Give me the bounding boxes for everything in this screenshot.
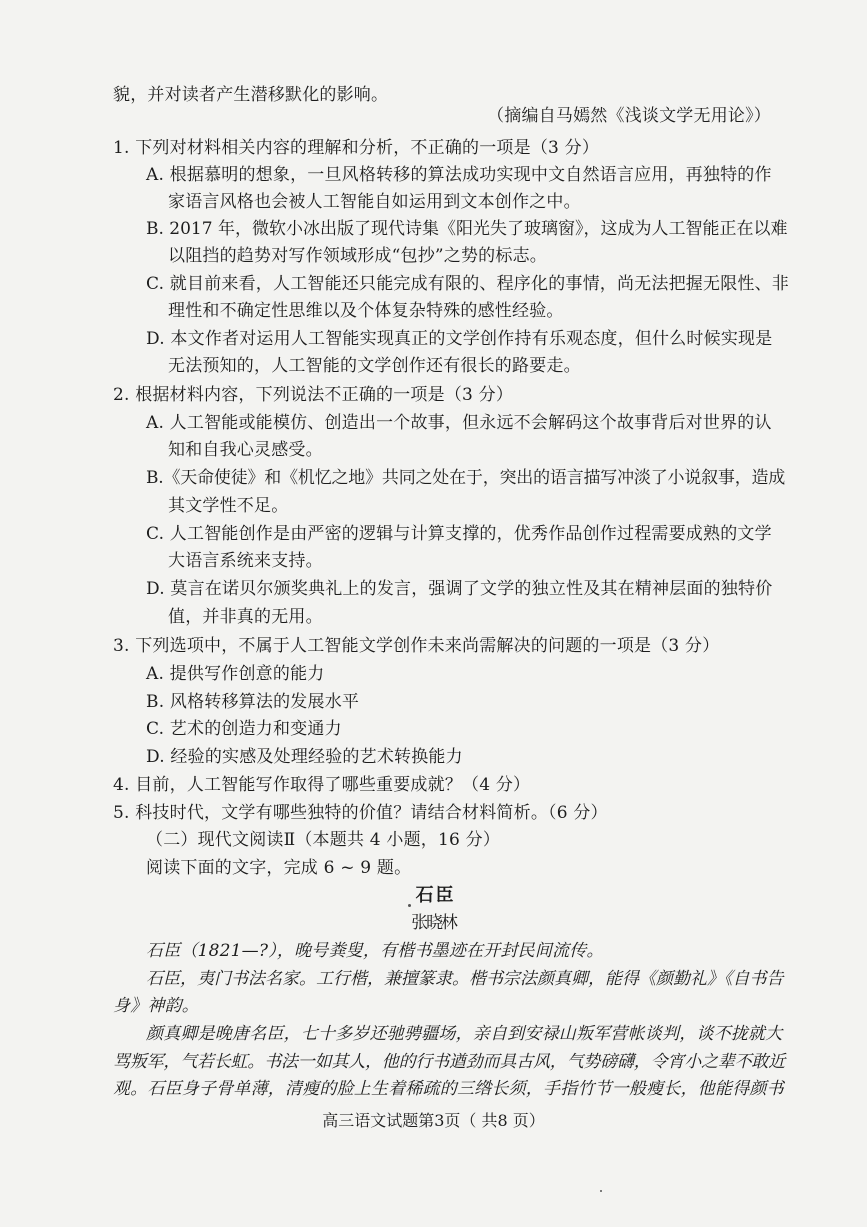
question-3-stem: 3. 下列选项中，不属于人工智能文学创作未来尚需解决的问题的一项是（3 分） <box>113 636 720 656</box>
q3-option-b: B. 风格转移算法的发展水平 <box>146 692 360 712</box>
source-citation: （摘编自马嫣然《浅谈文学无用论》） <box>487 106 771 126</box>
q3-option-a: A. 提供写作创意的能力 <box>146 664 325 684</box>
q2-option-a-line1: A. 人工智能或能模仿、创造出一个故事，但永远不会解码这个故事背后对世界的认 <box>146 413 772 433</box>
story-author: 张晓林 <box>411 913 456 933</box>
q2-option-d-line1: D. 莫言在诺贝尔颁奖典礼上的发言，强调了文学的独立性及其在精神层面的独特价 <box>146 579 773 599</box>
q1-option-d-line1: D. 本文作者对运用人工智能实现真正的文学创作持有乐观态度，但什么时候实现是 <box>146 329 773 349</box>
section-instruction: 阅读下面的文字，完成 6 ~ 9 题。 <box>146 858 412 878</box>
question-4: 4. 目前，人工智能写作取得了哪些重要成就？（4 分） <box>113 775 531 795</box>
q2-option-c-line1: C. 人工智能创作是由严密的逻辑与计算支撑的，优秀作品创作过程需要成熟的文学 <box>146 524 772 544</box>
story-paragraph-3-line1: 颜真卿是晚唐名臣，七十多岁还驰骋疆场，亲自到安禄山叛军营帐谈判，谈不拢就大 <box>146 1024 783 1044</box>
q1-option-d-line2: 无法预知的，人工智能的文学创作还有很长的路要走。 <box>168 356 581 376</box>
story-paragraph-2-line2: 身》神韵。 <box>113 996 199 1016</box>
q2-option-b-line1: B.《天命使徒》和《机忆之地》共同之处在于，突出的语言描写冲淡了小说叙事，造成 <box>146 468 786 488</box>
page-footer: 高三语文试题第3页（ 共8 页） <box>322 1111 545 1130</box>
story-paragraph-1: 石臣（1821—?），晚号粪叟，有楷书墨迹在开封民间流传。 <box>146 941 604 961</box>
section-heading: （二）现代文阅读Ⅱ（本题共 4 小题，16 分） <box>146 830 501 850</box>
q2-option-a-line2: 知和自我心灵感受。 <box>168 440 323 460</box>
q1-option-a-line1: A. 根据慕明的想象，一旦风格转移的算法成功实现中文自然语言应用，再独特的作 <box>146 165 772 185</box>
q1-option-b-line1: B. 2017 年，微软小冰出版了现代诗集《阳光失了玻璃窗》，这成为人工智能正在以难 <box>146 219 788 239</box>
q3-option-c: C. 艺术的创造力和变通力 <box>146 719 342 739</box>
q1-option-c-line2: 理性和不确定性思维以及个体复杂特殊的感性经验。 <box>168 301 564 321</box>
story-paragraph-2-line1: 石臣，夷门书法名家。工行楷，兼擅篆隶。楷书宗法颜真卿，能得《颜勤礼》《自书告 <box>146 969 784 989</box>
print-speck <box>600 1190 602 1192</box>
q1-option-a-line2: 家语言风格也会被人工智能自如运用到文本创作之中。 <box>168 192 581 212</box>
q1-option-c-line1: C. 就目前来看，人工智能还只能完成有限的、程序化的事情，尚无法把握无限性、非 <box>146 274 790 294</box>
story-paragraph-3-line3: 观。石臣身子骨单薄，清瘦的脸上生着稀疏的三绺长须，手指竹节一般瘦长，他能得颜书 <box>113 1079 784 1099</box>
q2-option-c-line2: 大语言系统来支持。 <box>168 551 323 571</box>
q2-option-b-line2: 其文学性不足。 <box>168 496 289 516</box>
question-1-stem: 1. 下列对材料相关内容的理解和分析，不正确的一项是（3 分） <box>113 138 600 158</box>
print-speck <box>408 904 411 907</box>
q2-option-d-line2: 值，并非真的无用。 <box>168 607 323 627</box>
q1-option-b-line2: 以阻挡的趋势对写作领域形成“包抄”之势的标志。 <box>168 246 547 266</box>
story-title: 石 臣 <box>415 885 452 906</box>
question-2-stem: 2. 根据材料内容，下列说法不正确的一项是（3 分） <box>113 385 514 405</box>
story-paragraph-3-line2: 骂叛军，气若长虹。书法一如其人，他的行书遒劲而具古风，气势磅礴，令宵小之辈不敢近 <box>113 1052 785 1072</box>
question-5: 5. 科技时代，文学有哪些独特的价值？请结合材料简析。（6 分） <box>113 803 608 823</box>
q3-option-d: D. 经验的实感及处理经验的艺术转换能力 <box>146 747 463 767</box>
passage-end: 貌，并对读者产生潜移默化的影响。 <box>113 85 389 105</box>
